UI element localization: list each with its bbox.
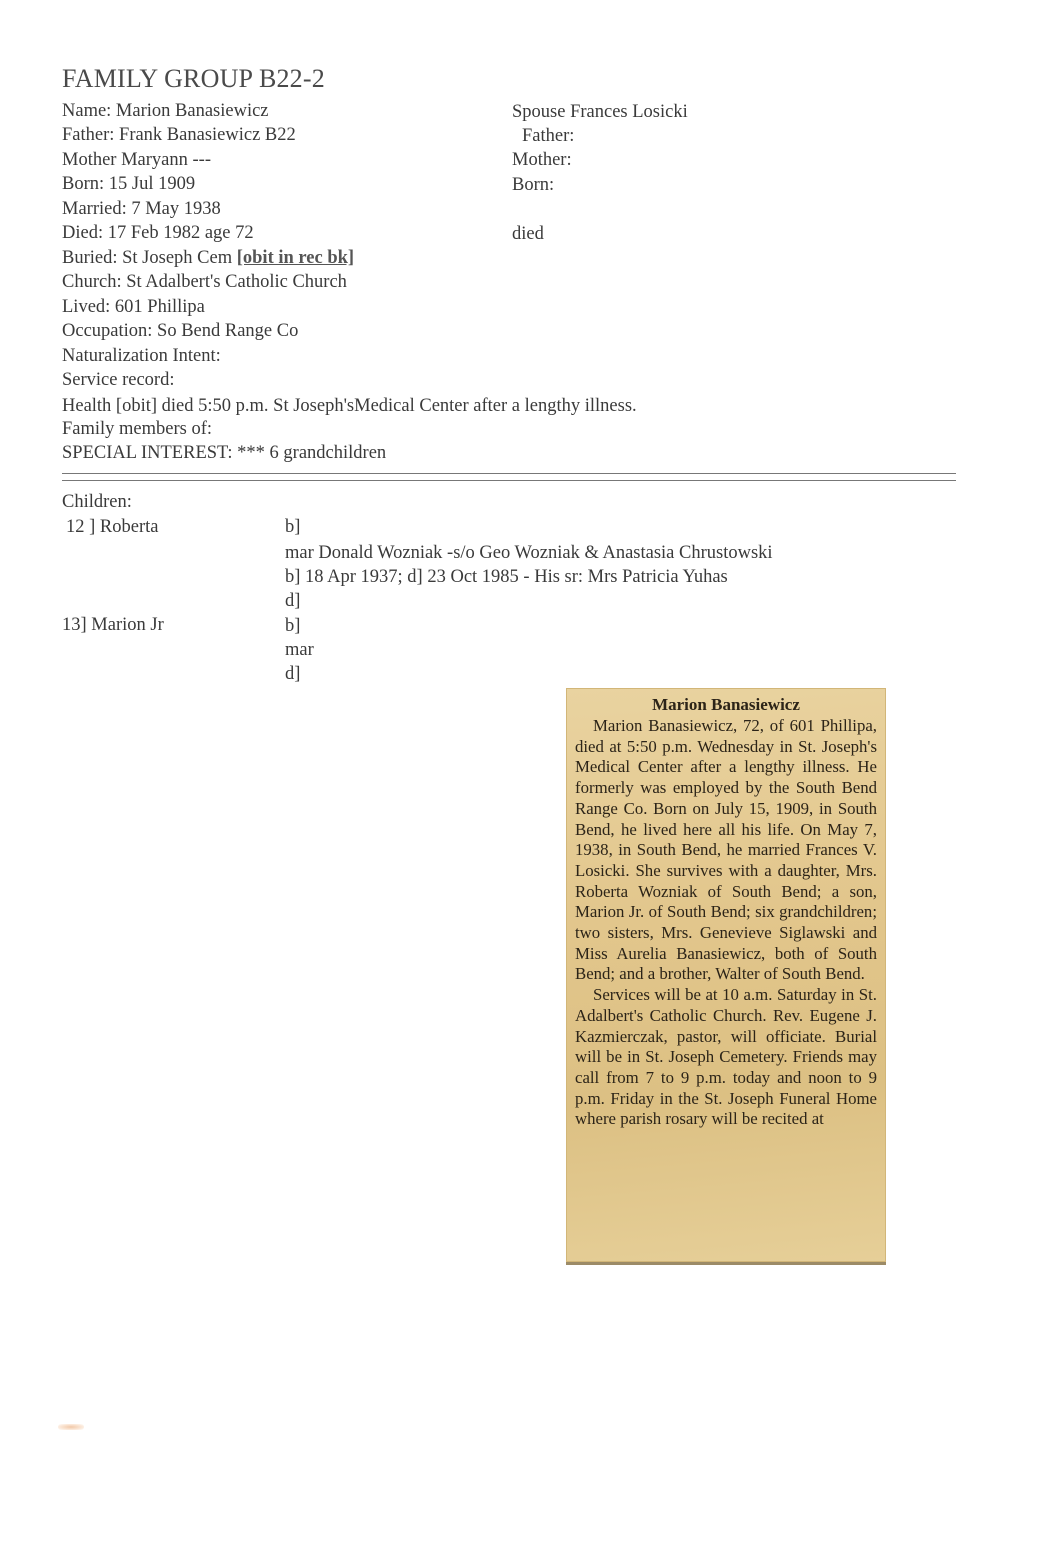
ink-smudge xyxy=(58,1424,84,1430)
clipping-body xyxy=(575,716,877,1130)
child-detail-line: mar Donald Wozniak -s/o Geo Wozniak & Anastasia Chrustowski xyxy=(285,543,773,563)
person-died: Died: 17 Feb 1982 age 72 xyxy=(62,223,254,243)
person-name: Name: Marion Banasiewicz xyxy=(62,101,269,121)
obituary-clipping xyxy=(566,688,886,1262)
person-naturalization: Naturalization Intent: xyxy=(62,346,221,366)
child-detail-line: b] xyxy=(285,517,301,537)
child-detail-line: b] 18 Apr 1937; d] 23 Oct 1985 - His sr: Mrs Patricia Yuhas xyxy=(285,567,728,587)
person-father: Father: Frank Banasiewicz B22 xyxy=(62,125,296,145)
spouse-name: Spouse Frances Losicki xyxy=(512,102,688,122)
special-interest: SPECIAL INTEREST: *** 6 grandchildren xyxy=(62,443,387,463)
spouse-mother: Mother: xyxy=(512,150,572,170)
spouse-born: Born: xyxy=(512,175,555,195)
obit-link[interactable]: [obit in rec bk] xyxy=(236,248,355,268)
person-born: Born: 15 Jul 1909 xyxy=(62,174,196,194)
child-detail-line: d] xyxy=(285,664,301,684)
child-detail-line: d] xyxy=(285,591,301,611)
person-health: Health [obit] died 5:50 p.m. St Joseph'sMedical Center after a lengthy illness. xyxy=(62,396,637,416)
person-family-members: Family members of: xyxy=(62,419,213,439)
child-detail-line: mar xyxy=(285,640,314,660)
child-detail-line: b] xyxy=(285,616,301,636)
spouse-father: Father: xyxy=(522,126,575,146)
clipping-headline: Marion Banasiewicz xyxy=(652,695,800,714)
section-divider xyxy=(62,473,956,481)
children-heading: Children: xyxy=(62,492,132,512)
page-title: FAMILY GROUP B22-2 xyxy=(62,64,325,93)
person-married: Married: 7 May 1938 xyxy=(62,199,221,219)
clipping-paragraph: Marion Banasiewicz, 72, of 601 Phillipa, died at 5:50 p.m. Wednesday in St. Joseph's Medical Center after a lengthy illness. He formerly was employed by the South Bend Range Co. Born on July 15, 1909, in South Bend, he lived here all his life. On May 7, 1938, in South Bend, he married Frances V. Losicki. She survives with a daughter, Mrs. Roberta Wozniak of South Bend; a son, Marion Jr. of South Bend; six grandchildren; two sisters, Mrs. Genevieve Siglawski and Miss Aurelia Banasiewicz, both of South Bend; and a brother, Walter of South Bend. xyxy=(575,716,877,984)
person-service-record: Service record: xyxy=(62,370,175,390)
person-mother: Mother Maryann --- xyxy=(62,150,211,170)
buried-label: Buried: St Joseph Cem xyxy=(62,248,237,268)
person-buried xyxy=(62,246,354,270)
person-lived: Lived: 601 Phillipa xyxy=(62,297,205,317)
clipping-paragraph: Services will be at 10 a.m. Saturday in St. Adalbert's Catholic Church. Rev. Eugene J. Kazmierczak, pastor, will officiate. Burial will be in St. Joseph Cemetery. Friends may call from 7 to 9 p.m. today and noon to 9 p.m. Friday in the St. Joseph Funeral Home where parish rosary will be recited at xyxy=(575,985,877,1129)
person-occupation: Occupation: So Bend Range Co xyxy=(62,321,299,341)
child-label: 13] Marion Jr xyxy=(62,615,164,635)
child-label: 12 ] Roberta xyxy=(66,517,159,537)
person-church: Church: St Adalbert's Catholic Church xyxy=(62,272,347,292)
spouse-died: died xyxy=(512,224,544,244)
